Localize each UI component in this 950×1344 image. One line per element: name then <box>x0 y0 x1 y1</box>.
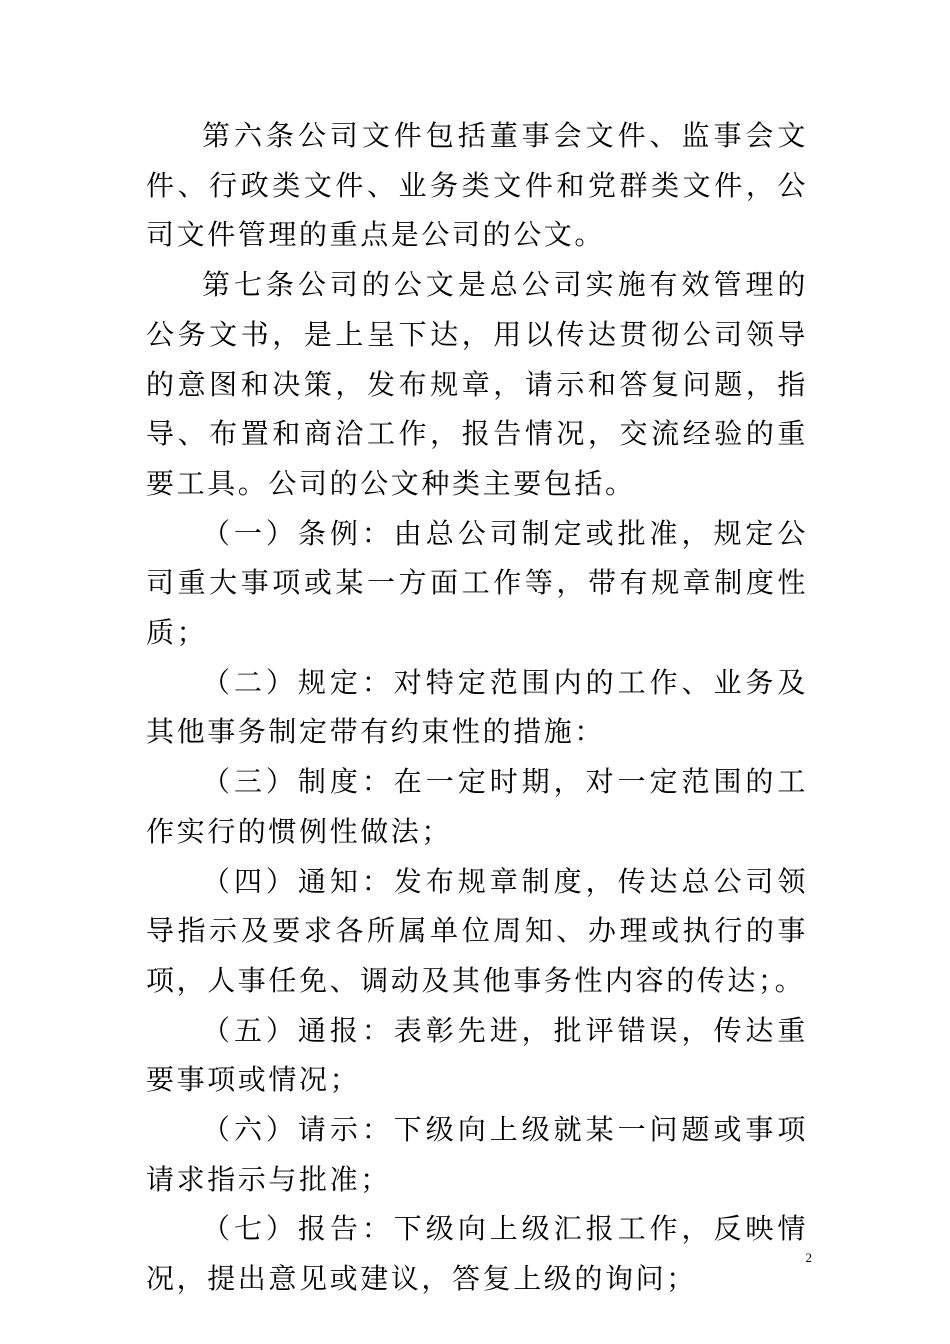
list-item-system: （三）制度：在一定时期，对一定范围的工作实行的惯例性做法； <box>146 765 808 848</box>
list-item-request: （六）请示：下级向上级就某一问题或事项请求指示与批准； <box>146 1113 808 1196</box>
list-item-bulletin: （五）通报：表彰先进，批评错误，传达重要事项或情况； <box>146 1013 808 1097</box>
paragraph-article-7: 第七条公司的公文是总公司实施有效管理的公务文书，是上呈下达，用以传达贯彻公司领导的意图和决策，发布规章，请示和答复问题，指导、布置和商洽工作，报告情况，交流经验的重要工具。公司的公文种类主要包括。 <box>146 268 808 500</box>
paragraph-article-6: 第六条公司文件包括董事会文件、监事会文件、行政类文件、业务类文件和党群类文件，公司文件管理的重点是公司的公文。 <box>146 119 808 252</box>
document-body <box>146 111 808 1304</box>
list-item-notice: （四）通知：发布规章制度，传达总公司领导指示及要求各所属单位周知、办理或执行的事项，人事任免、调动及其他事务性内容的传达；。 <box>146 864 808 997</box>
list-item-report: （七）报告：下级向上级汇报工作，反映情况，提出意见或建议，答复上级的询问； <box>146 1212 808 1296</box>
list-item-regulation: （一）条例：由总公司制定或批准，规定公司重大事项或某一方面工作等，带有规章制度性质； <box>146 516 808 650</box>
page-number: 2 <box>805 1250 812 1265</box>
list-item-provision: （二）规定：对特定范围内的工作、业务及其他事务制定带有约束性的措施： <box>146 665 808 749</box>
